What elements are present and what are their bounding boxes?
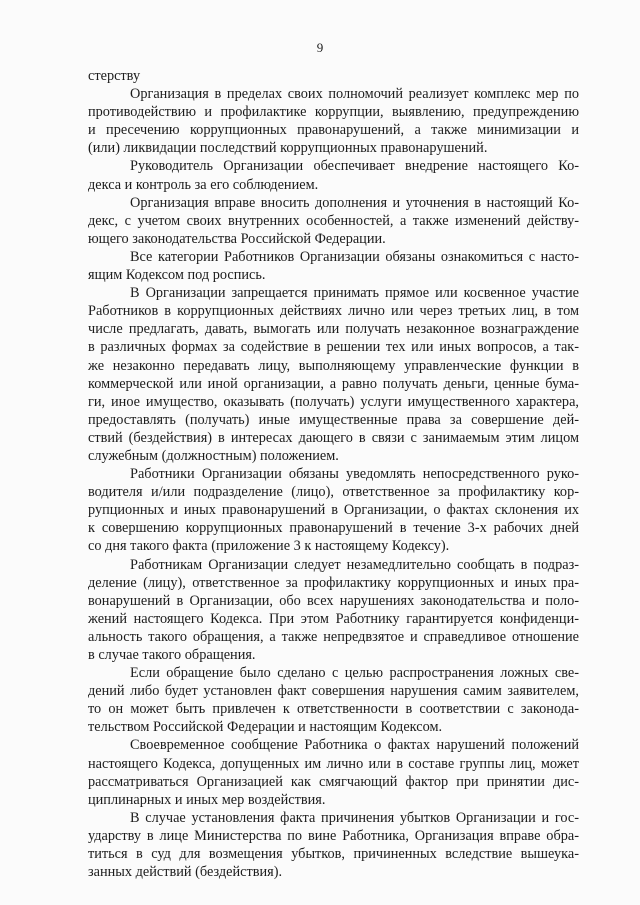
paragraph-end-line: служебным (должностным) положением.	[88, 447, 339, 464]
paragraph-line: и пресечению коррупционных правонарушений, а также минимизации и	[88, 122, 579, 139]
paragraph-first-line: Если обращение было сделано с целью распространения ложных све-	[130, 665, 579, 682]
paragraph-line: противодействию и профилактике коррупции, выявлению, предупреждению	[88, 104, 579, 121]
paragraph-line: настоящего Кодекса, допущенных им лично или в составе группы лиц, может	[88, 755, 579, 772]
paragraph-first-line: Работникам Организации следует незамедлительно сообщать в подраз-	[130, 556, 579, 573]
paragraph-end-line: циплинарных и иных мер воздействия.	[88, 791, 326, 808]
paragraph-end-line: занных действий (бездействия).	[88, 864, 283, 881]
paragraph-first-line: Работники Организации обязаны уведомлять непосредственного руко-	[130, 466, 579, 483]
paragraph-end-line: (или) ликвидации последствий коррупционных правонарушений.	[88, 140, 488, 157]
document-body	[88, 67, 579, 881]
paragraph-line: же незаконно передавать лицу, выполняющему управленческие функции в	[88, 357, 579, 374]
paragraph-first-line: В Организации запрещается принимать прямое или косвенное участие	[130, 285, 579, 302]
paragraph-line: декс, с учетом своих внутренних особенностей, а также изменений действу-	[88, 212, 579, 229]
paragraph-end-line: со дня такого факта (приложение 3 к настоящему Кодексу).	[88, 538, 450, 555]
paragraph-line: альность такого обращения, а также непредвзятое и справедливое отношение	[88, 628, 579, 645]
paragraph-line: рассматриваться Организацией как смягчающий фактор при принятии дис-	[88, 773, 579, 790]
paragraph-line: дений либо будет установлен факт совершения нарушения самим заявителем,	[88, 683, 579, 700]
paragraph-line: числе предлагать, давать, вымогать или получать незаконное вознаграждение	[88, 321, 579, 338]
paragraph-end-line: тельством Российской Федерации и настоящим Кодексом.	[88, 719, 443, 736]
paragraph-first-line: Все категории Работников Организации обязаны ознакомиться с насто-	[130, 248, 579, 265]
paragraph-line: ги, иное имущество, оказывать (получать) услуги имущественного характера,	[88, 393, 579, 410]
paragraph-end-line: ящим Кодексом под роспись.	[88, 267, 266, 284]
paragraph-end-line: стерству	[88, 68, 141, 84]
paragraph-first-line: Организация вправе вносить дополнения и уточнения в настоящий Ко-	[130, 194, 579, 211]
paragraph-line: жений настоящего Кодекса. При этом Работнику гарантируется конфиденци-	[88, 610, 579, 627]
paragraph-line: к совершению коррупционных правонарушений в течение 3-х рабочих дней	[88, 520, 579, 537]
paragraph-line: коммерческой или иной организации, а равно получать деньги, ценные бума-	[88, 375, 579, 392]
paragraph-line: предоставлять (получать) иные имущественные права за совершение дей-	[88, 411, 579, 428]
paragraph-first-line: Руководитель Организации обеспечивает внедрение настоящего Ко-	[130, 158, 579, 175]
paragraph-line: ударству в лице Министерства по вине Работника, Организация вправе обра-	[88, 827, 579, 844]
paragraph-end-line: ющего законодательства Российской Федерации.	[88, 230, 386, 247]
paragraph-end-line: декса и контроль за его соблюдением.	[88, 176, 319, 193]
paragraph-first-line: Организация в пределах своих полномочий реализует комплекс мер по	[130, 86, 579, 103]
paragraph-line: в различных формах за содействие в решении тех или иных вопросов, а так-	[88, 339, 579, 356]
paragraph-line: вонарушений в Организации, обо всех нарушениях законодательства и поло-	[88, 592, 579, 609]
paragraph-line: рупционных и иных правонарушений в Организации, о фактах склонения их	[88, 502, 579, 519]
paragraph-line: титься в суд для возмещения убытков, причиненных вследствие вышеука-	[88, 846, 579, 863]
paragraph-line: Работников в коррупционных действиях лично или через третьих лиц, в том	[88, 303, 579, 320]
page-number: 9	[316, 40, 324, 55]
paragraph-line: то он может быть привлечен к ответственности в соответствии с законода-	[88, 701, 579, 718]
paragraph-line: водителя и/или подразделение (лицо), ответственное за профилактику кор-	[88, 484, 579, 501]
paragraph-end-line: в случае такого обращения.	[88, 647, 256, 663]
paragraph-first-line: Своевременное сообщение Работника о фактах нарушений положений	[130, 737, 579, 754]
paragraph-line: ствий (бездействия) в интересах дающего в связи с занимаемым этим лицом	[88, 429, 579, 446]
paragraph-line: деление (лицу), ответственное за профилактику коррупционных и иных пра-	[88, 574, 579, 591]
paragraph-first-line: В случае установления факта причинения убытков Организации и гос-	[130, 809, 579, 826]
